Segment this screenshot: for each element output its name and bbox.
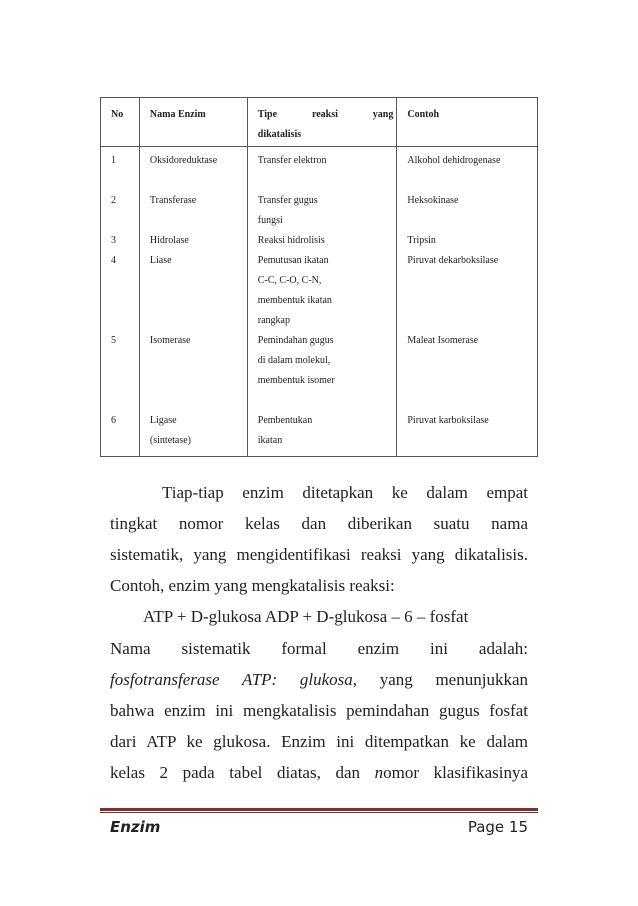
table-row [101,331,538,411]
paragraph-text: kelas 2 pada tabel diatas, dan [110,763,375,782]
table-row [101,147,538,192]
paragraph-text: omor klasifikasinya [383,763,528,782]
table-header-row [101,98,538,147]
header-tipe-word2: reaksi [311,109,338,120]
paragraph-systematic-name [110,633,528,788]
cell-contoh [397,411,538,457]
cell-contoh [397,147,538,192]
table-row [101,251,538,331]
cell-text: Oksidoreduktase [149,155,218,166]
cell-text: rangkap [257,315,290,326]
cell-text: ikatan [257,435,283,446]
cell-no: 2 [101,191,140,231]
cell-text: membentuk ikatan [257,295,332,306]
cell-tipe [247,231,397,251]
cell-text: Pemutusan ikatan [257,255,329,266]
cell-text: Pembentukan [257,415,313,426]
cell-text: Reaksi hidrolisis [257,235,325,246]
header-tipe-word3: yang [372,109,394,120]
cell-contoh [397,331,538,411]
cell-contoh [397,191,538,231]
footer-title: Enzim [110,818,161,836]
header-no: No [101,98,140,147]
header-tipe-line2: dikatalisis [257,129,302,140]
cell-text: Piruvat dekarboksilase [407,255,499,266]
paragraph-line: tingkat nomor kelas dan diberikan suatu nama [110,514,528,533]
cell-text: Tripsin [407,235,436,246]
paragraph-line: bahwa enzim ini mengkatalisis pemindahan gugus fosfat [110,701,528,720]
cell-nama [139,251,247,331]
cell-tipe [247,191,397,231]
paragraph-line: dari ATP ke glukosa. Enzim ini ditempatkan ke dalam [110,732,528,751]
header-tipe-reaksi [247,98,397,147]
cell-text: Maleat Isomerase [407,335,479,346]
cell-text: Heksokinase [407,195,459,206]
footer-rule-thin [100,812,538,813]
enzyme-classification-table [100,97,538,457]
cell-nama [139,147,247,192]
cell-text: Transfer gugus [257,195,318,206]
paragraph-line: Tiap-tiap enzim ditetapkan ke dalam empat [162,483,528,502]
cell-no: 1 [101,147,140,192]
cell-tipe [247,411,397,457]
cell-text: Liase [149,255,172,266]
cell-no: 3 [101,231,140,251]
cell-text: Hidrolase [149,235,189,246]
header-tipe-word1: Tipe [257,109,278,120]
footer-rule-thick [100,808,538,811]
cell-text: fungsi [257,215,283,226]
cell-tipe [247,251,397,331]
cell-nama [139,411,247,457]
paragraph-intro [110,477,528,601]
paragraph-text: , yang menunjukkan [352,670,528,689]
cell-text: Ligase [149,415,177,426]
paragraph-line: sistematik, yang mengidentifikasi reaksi yang dikatalisis. [110,545,528,564]
systematic-name-italic: fosfotransferase ATP: glukosa [110,670,353,689]
cell-contoh [397,251,538,331]
cell-text: membentuk isomer [257,375,335,386]
cell-text: Pemindahan gugus [257,335,334,346]
cell-text: di dalam molekul, [257,355,331,366]
cell-text: Piruvat karboksilase [407,415,489,426]
cell-text: (sintetase) [149,435,192,446]
cell-no: 5 [101,331,140,411]
table-row [101,231,538,251]
table-row [101,191,538,231]
cell-nama [139,191,247,231]
cell-text: Isomerase [149,335,191,346]
reaction-equation: ATP + D-glukosa ADP + D-glukosa – 6 – fosfat [143,607,469,626]
page-number: Page 15 [467,818,528,836]
paragraph-line: Contoh, enzim yang mengkatalisis reaksi: [110,576,395,595]
cell-tipe [247,331,397,411]
cell-text: Transferase [149,195,197,206]
cell-nama [139,231,247,251]
cell-text: C-C, C-O, C-N, [257,275,322,286]
cell-tipe [247,147,397,192]
header-nama-enzim: Nama Enzim [139,98,247,147]
header-contoh: Contoh [397,98,538,147]
cell-text: Transfer elektron [257,155,327,166]
cell-no: 6 [101,411,140,457]
cell-nama [139,331,247,411]
cell-no: 4 [101,251,140,331]
cell-text: Alkohol dehidrogenase [407,155,501,166]
italic-letter: n [374,763,384,782]
paragraph-line [110,757,528,788]
cell-contoh [397,231,538,251]
table-row [101,411,538,457]
paragraph-line [110,664,528,695]
paragraph-line: Nama sistematik formal enzim ini adalah: [110,639,528,658]
